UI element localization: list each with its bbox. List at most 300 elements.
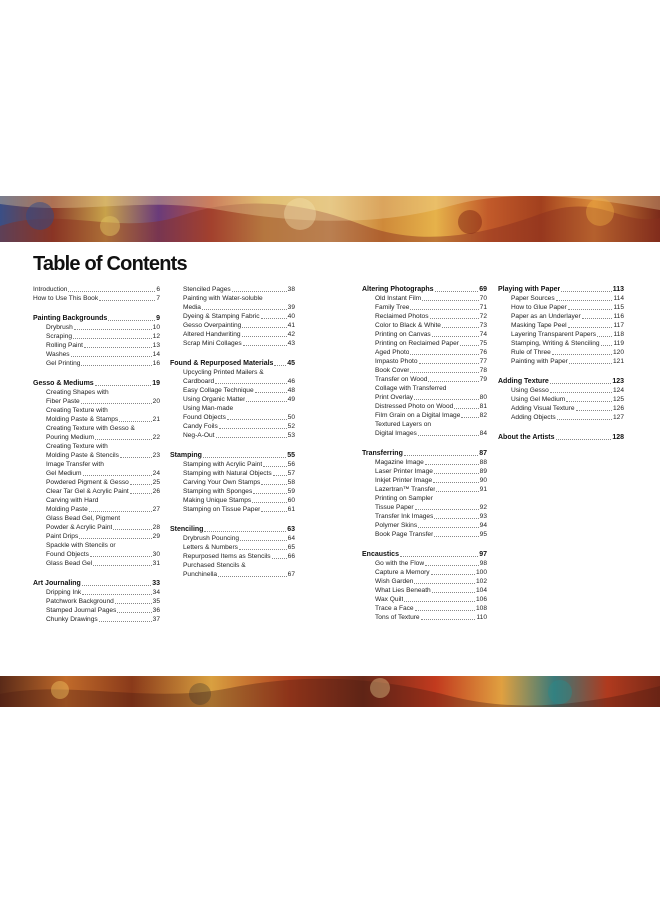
- toc-entry-label: Clear Tar Gel & Acrylic Paint: [46, 488, 129, 495]
- toc-entry-label: Found Objects: [46, 551, 89, 558]
- toc-page-number: 64: [287, 535, 295, 542]
- toc-page-number: 125: [612, 396, 624, 403]
- toc-entry[interactable]: [33, 523, 160, 532]
- toc-entry[interactable]: [362, 366, 487, 375]
- toc-entry-label: Art Journaling: [33, 580, 81, 587]
- dot-leader: [415, 509, 479, 510]
- toc-entry[interactable]: [170, 505, 295, 514]
- toc-entry-continued: Spackle with Stencils or: [46, 542, 116, 549]
- toc-section-heading[interactable]: [33, 579, 160, 588]
- dot-leader: [252, 502, 286, 503]
- toc-page-number: 124: [612, 387, 624, 394]
- toc-entry-label: Go with the Flow: [375, 560, 425, 567]
- toc-entry-label: Stamping: [170, 452, 202, 459]
- toc-entry[interactable]: [362, 467, 487, 476]
- toc-column-1: [33, 285, 160, 624]
- toc-entry-continued: Printing on Sampler: [375, 495, 433, 502]
- toc-entry[interactable]: [498, 312, 624, 321]
- dot-leader: [253, 493, 286, 494]
- dot-leader: [202, 309, 287, 310]
- toc-page-number: 106: [475, 596, 487, 603]
- dot-leader: [415, 610, 475, 611]
- toc-page-number: 78: [479, 367, 487, 374]
- toc-section-heading[interactable]: [170, 359, 295, 368]
- toc-page-number: 76: [479, 349, 487, 356]
- toc-entry-continued: Creating Texture with: [46, 407, 108, 414]
- dot-leader: [425, 464, 479, 465]
- dot-leader: [435, 291, 479, 292]
- dot-leader: [552, 354, 612, 355]
- toc-section-heading[interactable]: [498, 433, 624, 442]
- toc-section-heading[interactable]: [498, 377, 624, 386]
- dot-leader: [119, 421, 151, 422]
- toc-entry-label: Drybrush: [46, 324, 73, 331]
- dot-leader: [425, 565, 479, 566]
- dot-leader: [568, 327, 613, 328]
- dot-leader: [400, 556, 478, 557]
- toc-entry[interactable]: [362, 577, 487, 586]
- dot-leader: [99, 621, 152, 622]
- toc-entry-label: Reclaimed Photos: [375, 313, 429, 320]
- toc-entry[interactable]: [498, 339, 624, 348]
- toc-entry-label: Stamping with Sponges: [183, 488, 253, 495]
- dot-leader: [130, 484, 152, 485]
- toc-entry[interactable]: [498, 413, 624, 422]
- dot-leader: [240, 540, 287, 541]
- toc-page-number: 26: [152, 488, 160, 495]
- toc-entry[interactable]: [33, 350, 160, 359]
- dot-leader: [442, 327, 479, 328]
- toc-page-number: 41: [287, 322, 295, 329]
- dot-leader: [272, 558, 287, 559]
- toc-page-number: 60: [287, 497, 295, 504]
- toc-entry[interactable]: [362, 294, 487, 303]
- dot-leader: [215, 383, 287, 384]
- toc-entry[interactable]: [170, 496, 295, 505]
- toc-entry[interactable]: [498, 357, 624, 366]
- toc-page-number: 82: [479, 412, 487, 419]
- toc-page-number: 77: [479, 358, 487, 365]
- dot-leader: [568, 309, 613, 310]
- toc-entry[interactable]: [362, 604, 487, 613]
- abstract-painting-strip-bottom: [0, 676, 660, 707]
- dot-leader: [556, 439, 612, 440]
- decorative-painted-band-bottom: [0, 676, 660, 707]
- toc-entry-label: Pouring Medium: [46, 434, 95, 441]
- toc-page-number: 30: [152, 551, 160, 558]
- toc-page-number: 50: [287, 414, 295, 421]
- dot-leader: [108, 320, 155, 321]
- toc-entry-label: Washes: [46, 351, 70, 358]
- dot-leader: [550, 392, 612, 393]
- toc-section-heading[interactable]: [498, 285, 624, 294]
- toc-page-number: 25: [152, 479, 160, 486]
- toc-page-number: 20: [152, 398, 160, 405]
- toc-entry-label: Old Instant Film: [375, 295, 422, 302]
- toc-entry[interactable]: [170, 422, 295, 431]
- toc-entry-label: Wax Quilt: [375, 596, 404, 603]
- toc-entry[interactable]: [498, 294, 624, 303]
- toc-page-number: 113: [612, 286, 624, 293]
- toc-entry[interactable]: [362, 530, 487, 539]
- dot-leader: [410, 372, 478, 373]
- toc-entry-label: Using Gesso: [511, 387, 549, 394]
- toc-entry-label: Masking Tape Peel: [511, 322, 567, 329]
- toc-entry[interactable]: [362, 321, 487, 330]
- toc-page-number: 128: [612, 434, 624, 441]
- toc-entry-label: Patchwork Background: [46, 598, 114, 605]
- dot-leader: [117, 612, 151, 613]
- toc-entry[interactable]: [33, 615, 160, 624]
- toc-page-number: 65: [287, 544, 295, 551]
- toc-entry[interactable]: [362, 303, 487, 312]
- toc-entry-label: Paper Sources: [511, 295, 555, 302]
- toc-entry[interactable]: [498, 386, 624, 395]
- toc-entry-label: Adding Objects: [511, 414, 556, 421]
- toc-entry-continued: Collage with Transferred: [375, 385, 447, 392]
- toc-entry-label: Adding Visual Texture: [511, 405, 575, 412]
- toc-entry[interactable]: [33, 505, 160, 514]
- toc-entry[interactable]: [170, 552, 295, 561]
- toc-entry[interactable]: [362, 485, 487, 494]
- dot-leader: [243, 345, 287, 346]
- toc-section-heading[interactable]: [33, 314, 160, 323]
- toc-section-heading[interactable]: [362, 449, 487, 458]
- toc-entry-label: Capture a Memory: [375, 569, 430, 576]
- toc-entry[interactable]: [170, 321, 295, 330]
- toc-entry-label: Polymer Skins: [375, 522, 418, 529]
- toc-page-number: 88: [479, 459, 487, 466]
- toc-page-number: 55: [287, 452, 295, 459]
- toc-entry-continued: Creating Texture with: [46, 443, 108, 450]
- toc-page-number: 74: [479, 331, 487, 338]
- toc-page-number: 75: [479, 340, 487, 347]
- toc-entry[interactable]: [362, 375, 487, 384]
- toc-page-number: 39: [287, 304, 295, 311]
- toc-entry[interactable]: [362, 312, 487, 321]
- toc-entry[interactable]: [33, 606, 160, 615]
- toc-page-number: 93: [479, 513, 487, 520]
- toc-page-number: 67: [287, 571, 295, 578]
- toc-entry[interactable]: [362, 402, 487, 411]
- toc-page-number: 45: [287, 360, 295, 367]
- toc-entry-label: How to Use This Book: [33, 295, 99, 302]
- toc-entry[interactable]: [498, 395, 624, 404]
- dot-leader: [434, 473, 479, 474]
- toc-entry[interactable]: [362, 559, 487, 568]
- toc-page-number: 27: [152, 506, 160, 513]
- toc-entry-label: Chunky Drawings: [46, 616, 98, 623]
- toc-entry[interactable]: [33, 415, 160, 424]
- toc-page-number: 13: [152, 342, 160, 349]
- dot-leader: [410, 309, 478, 310]
- toc-page-number: 73: [479, 322, 487, 329]
- dot-leader: [601, 345, 613, 346]
- toc-entry[interactable]: [170, 339, 295, 348]
- dot-leader: [561, 291, 611, 292]
- toc-entry[interactable]: [362, 586, 487, 595]
- toc-page-number: 90: [479, 477, 487, 484]
- toc-page-number: 81: [479, 403, 487, 410]
- toc-entry-continued: Using Man-made: [183, 405, 234, 412]
- toc-entry-label: Stenciling: [170, 526, 204, 533]
- toc-entry[interactable]: [170, 460, 295, 469]
- toc-page-number: 22: [152, 434, 160, 441]
- dot-leader: [216, 437, 287, 438]
- toc-page-number: 84: [479, 430, 487, 437]
- toc-page-number: 127: [612, 414, 624, 421]
- toc-entry-label: Letters & Numbers: [183, 544, 238, 551]
- toc-entry-label: Tons of Texture: [375, 614, 420, 621]
- toc-entry-label: Dripping Ink: [46, 589, 82, 596]
- toc-entry[interactable]: [33, 397, 160, 406]
- toc-entry-label: Distressed Photo on Wood: [375, 403, 454, 410]
- toc-entry[interactable]: [362, 512, 487, 521]
- toc-page-number: 115: [613, 304, 624, 311]
- toc-entry[interactable]: [362, 613, 487, 622]
- toc-entry-label: Rolling Paint: [46, 342, 84, 349]
- toc-entry[interactable]: [362, 330, 487, 339]
- toc-section-heading[interactable]: [362, 550, 487, 559]
- toc-entry[interactable]: [170, 413, 295, 422]
- dot-leader: [90, 556, 152, 557]
- toc-entry[interactable]: [170, 543, 295, 552]
- toc-entry-label: Repurposed Items as Stencils: [183, 553, 271, 560]
- dot-leader: [255, 392, 287, 393]
- toc-entry[interactable]: [362, 458, 487, 467]
- toc-entry-label: Playing with Paper: [498, 286, 561, 293]
- toc-page-number: 16: [152, 360, 160, 367]
- toc-entry[interactable]: [362, 357, 487, 366]
- toc-entry[interactable]: [498, 348, 624, 357]
- toc-entry[interactable]: [362, 595, 487, 604]
- toc-entry[interactable]: [362, 429, 487, 438]
- toc-entry[interactable]: [33, 487, 160, 496]
- toc-entry-label: Printing on Canvas: [375, 331, 431, 338]
- toc-page-number: 87: [479, 450, 487, 457]
- toc-column-3: [362, 285, 487, 622]
- toc-page-number: 94: [479, 522, 487, 529]
- dot-leader: [557, 419, 612, 420]
- toc-entry[interactable]: [498, 330, 624, 339]
- toc-entry[interactable]: [33, 559, 160, 568]
- toc-page-number: 116: [613, 313, 624, 320]
- toc-entry-label: Inkjet Printer Image: [375, 477, 433, 484]
- toc-entry-label: Using Organic Matter: [183, 396, 246, 403]
- toc-page-number: 49: [287, 396, 295, 403]
- dot-leader: [204, 531, 286, 532]
- dot-leader: [410, 354, 478, 355]
- toc-page-number: 108: [475, 605, 487, 612]
- toc-page-number: 117: [613, 322, 624, 329]
- dot-leader: [246, 401, 286, 402]
- toc-entry-label: What Lies Beneath: [375, 587, 431, 594]
- toc-entry-label: Stamping on Tissue Paper: [183, 506, 261, 513]
- toc-page-number: 29: [152, 533, 160, 540]
- toc-section-heading[interactable]: [170, 451, 295, 460]
- dot-leader: [550, 383, 611, 384]
- toc-entry[interactable]: [362, 521, 487, 530]
- toc-page-number: 43: [287, 340, 295, 347]
- toc-page-number: 19: [152, 380, 160, 387]
- toc-entry[interactable]: [170, 303, 295, 312]
- dot-leader: [130, 493, 152, 494]
- dot-leader: [71, 356, 152, 357]
- toc-entry-label: Film Grain on a Digital Image: [375, 412, 461, 419]
- toc-page-number: 28: [152, 524, 160, 531]
- toc-page-number: 42: [287, 331, 295, 338]
- toc-section-heading[interactable]: [33, 379, 160, 388]
- toc-entry[interactable]: [170, 330, 295, 339]
- toc-page-number: 91: [479, 486, 487, 493]
- toc-page-number: 38: [287, 286, 295, 293]
- toc-entry-label: Molding Paste & Stamps: [46, 416, 119, 423]
- toc-entry-label: Found Objects: [183, 414, 226, 421]
- toc-entry[interactable]: [170, 285, 295, 294]
- toc-entry[interactable]: [170, 395, 295, 404]
- toc-entry[interactable]: [33, 294, 160, 303]
- toc-entry[interactable]: [33, 341, 160, 350]
- toc-entry[interactable]: [33, 588, 160, 597]
- dot-leader: [556, 300, 613, 301]
- toc-section-heading[interactable]: [362, 285, 487, 294]
- toc-entry-label: Powder & Acrylic Paint: [46, 524, 113, 531]
- toc-entry-continued: Upcycling Printed Mailers &: [183, 369, 264, 376]
- dot-leader: [218, 576, 287, 577]
- dot-leader: [414, 399, 479, 400]
- dot-leader: [432, 336, 479, 337]
- toc-entry[interactable]: [33, 550, 160, 559]
- dot-leader: [227, 419, 287, 420]
- toc-entry-label: Fiber Paste: [46, 398, 80, 405]
- dot-leader: [203, 457, 286, 458]
- toc-entry-continued: Image Transfer with: [46, 461, 104, 468]
- toc-entry[interactable]: [33, 451, 160, 460]
- dot-leader: [404, 455, 478, 456]
- toc-page-number: 36: [152, 607, 160, 614]
- decorative-painted-band-top: [0, 196, 660, 242]
- dot-leader: [566, 401, 612, 402]
- dot-leader: [261, 511, 286, 512]
- toc-page-number: 57: [287, 470, 295, 477]
- toc-page-number: 69: [479, 286, 487, 293]
- toc-entry-label: Punchinella: [183, 571, 218, 578]
- dot-leader: [418, 527, 479, 528]
- toc-entry-label: Rule of Three: [511, 349, 551, 356]
- toc-entry-label: Cardboard: [183, 378, 215, 385]
- toc-entry[interactable]: [498, 303, 624, 312]
- toc-entry[interactable]: [362, 339, 487, 348]
- toc-entry[interactable]: [170, 431, 295, 440]
- dot-leader: [89, 511, 152, 512]
- toc-entry[interactable]: [33, 323, 160, 332]
- toc-entry-label: Introduction: [33, 286, 68, 293]
- toc-entry[interactable]: [170, 386, 295, 395]
- toc-entry[interactable]: [170, 478, 295, 487]
- toc-entry-label: Encaustics: [362, 551, 399, 558]
- dot-leader: [430, 318, 479, 319]
- toc-entry-label: Stamped Journal Pages: [46, 607, 117, 614]
- toc-page-number: 58: [287, 479, 295, 486]
- toc-entry[interactable]: [170, 487, 295, 496]
- toc-entry-label: Molding Paste: [46, 506, 88, 513]
- toc-page-number: 89: [479, 468, 487, 475]
- dot-leader: [428, 381, 478, 382]
- toc-page-number: 66: [287, 553, 295, 560]
- dot-leader: [274, 365, 286, 366]
- dot-leader: [82, 585, 151, 586]
- toc-entry[interactable]: [170, 377, 295, 386]
- toc-entry[interactable]: [33, 359, 160, 368]
- dot-leader: [82, 594, 151, 595]
- dot-leader: [79, 538, 151, 539]
- toc-section-heading[interactable]: [170, 525, 295, 534]
- toc-entry-label: Stamping with Acrylic Paint: [183, 461, 263, 468]
- toc-entry[interactable]: [362, 476, 487, 485]
- toc-entry[interactable]: [170, 312, 295, 321]
- toc-entry-label: Lazertran™ Transfer: [375, 486, 436, 493]
- dot-leader: [95, 439, 152, 440]
- toc-page-number: 35: [152, 598, 160, 605]
- toc-entry[interactable]: [33, 478, 160, 487]
- dot-leader: [95, 385, 152, 386]
- dot-leader: [74, 329, 152, 330]
- toc-entry-label: Trace a Face: [375, 605, 414, 612]
- toc-page-number: 37: [152, 616, 160, 623]
- toc-entry[interactable]: [498, 404, 624, 413]
- dot-leader: [73, 338, 152, 339]
- toc-entry[interactable]: [33, 332, 160, 341]
- dot-leader: [461, 417, 478, 418]
- toc-entry[interactable]: [170, 570, 295, 579]
- toc-entry-label: Molding Paste & Stencils: [46, 452, 119, 459]
- toc-entry-label: Painting Backgrounds: [33, 315, 108, 322]
- toc-entry-label: Print Overlay: [375, 394, 414, 401]
- toc-entry-label: Impasto Photo: [375, 358, 418, 365]
- toc-entry-label: Stamping, Writing & Stenciling: [511, 340, 600, 347]
- toc-entry[interactable]: [498, 321, 624, 330]
- toc-entry[interactable]: [362, 348, 487, 357]
- toc-entry[interactable]: [170, 534, 295, 543]
- dot-leader: [242, 336, 287, 337]
- dot-leader: [404, 601, 475, 602]
- toc-entry[interactable]: [362, 411, 487, 420]
- toc-entry-label: Drybrush Pouncing: [183, 535, 240, 542]
- toc-entry-label: Using Gel Medium: [511, 396, 566, 403]
- toc-entry[interactable]: [362, 503, 487, 512]
- toc-entry-label: Easy Collage Technique: [183, 387, 254, 394]
- toc-entry[interactable]: [33, 469, 160, 478]
- toc-page-number: 98: [479, 560, 487, 567]
- dot-leader: [232, 291, 287, 292]
- toc-entry[interactable]: [33, 532, 160, 541]
- dot-leader: [582, 318, 613, 319]
- toc-entry[interactable]: [362, 568, 487, 577]
- dot-leader: [219, 428, 287, 429]
- dot-leader: [419, 363, 479, 364]
- toc-entry[interactable]: [362, 393, 487, 402]
- toc-entry-label: Gesso & Mediums: [33, 380, 94, 387]
- toc-entry[interactable]: [33, 285, 160, 294]
- toc-entry-label: Gel Medium: [46, 470, 82, 477]
- toc-entry[interactable]: [33, 433, 160, 442]
- toc-entry-label: Paper as an Underlayer: [511, 313, 581, 320]
- toc-entry[interactable]: [170, 469, 295, 478]
- toc-entry[interactable]: [33, 597, 160, 606]
- toc-page-number: 46: [287, 378, 295, 385]
- toc-page-number: 48: [287, 387, 295, 394]
- dot-leader: [84, 347, 152, 348]
